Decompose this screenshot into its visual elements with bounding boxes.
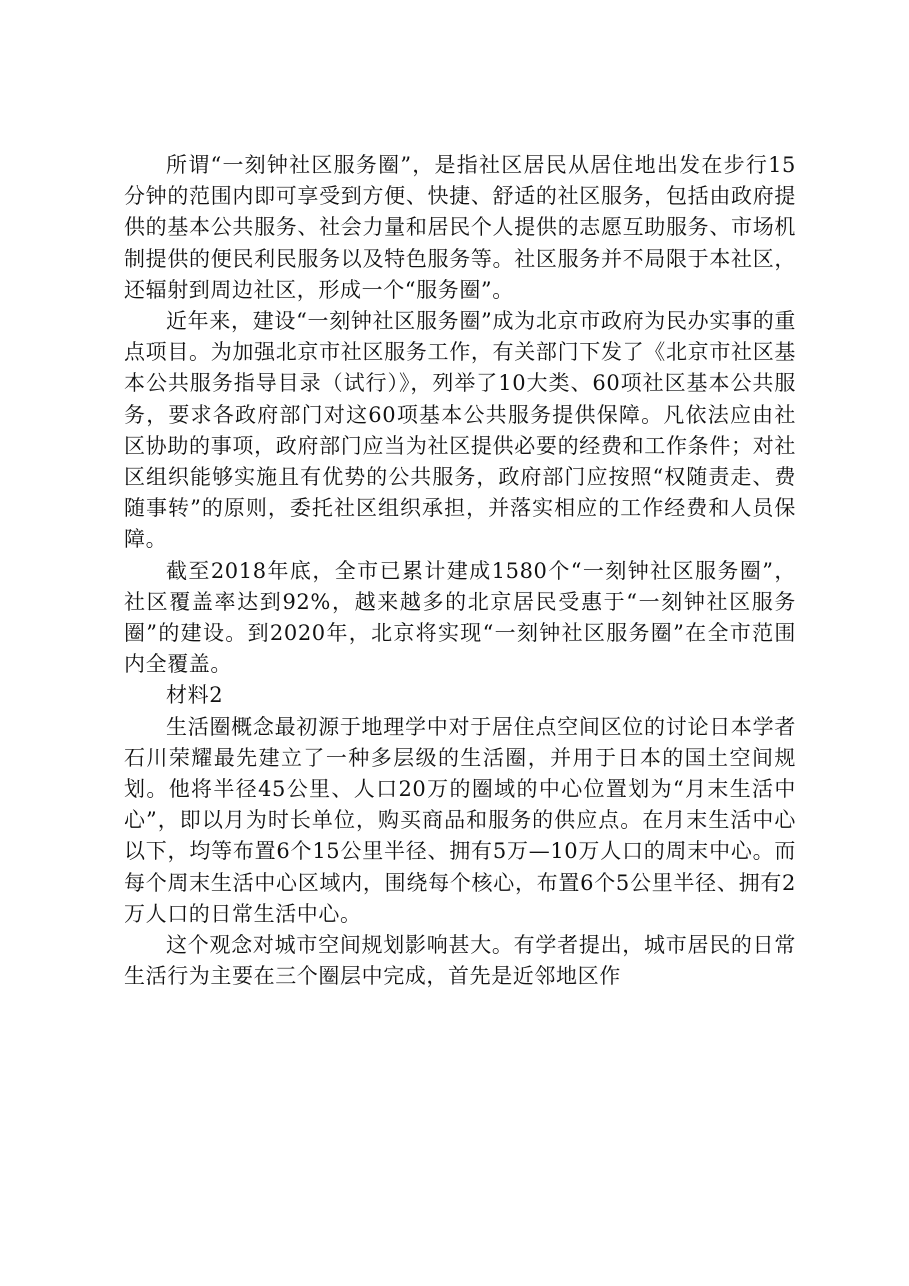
paragraph-coverage-statistics: 截至2018年底，全市已累计建成1580个“一刻钟社区服务圈”，社区覆盖率达到92%，越来越多的北京居民受惠于“一刻钟社区服务圈”的建设。到2020年，北京将实现“一刻钟社区服务圈”在全市范围内全覆盖。: [124, 558, 796, 677]
paragraph-service-circle-definition: 所谓“一刻钟社区服务圈”，是指社区居民从居住地出发在步行15分钟的范围内即可享受到方便、快捷、舒适的社区服务，包括由政府提供的基本公共服务、社会力量和居民个人提供的志愿互助服务、市场机制提供的便民利民服务以及特色服务等。社区服务并不局限于本社区，还辐射到周边社区，形成一个“服务圈”。: [124, 153, 796, 302]
material-heading: 材料2: [166, 683, 224, 708]
document-body: [124, 150, 796, 992]
paragraph-living-circle-concept: 生活圈概念最初源于地理学中对于居住点空间区位的讨论日本学者石川荣耀最先建立了一种多层级的生活圈，并用于日本的国土空间规划。他将半径45公里、人口20万的圈域的中心位置划为“月末生活中心”，即以月为时长单位，购买商品和服务的供应点。在月末生活中心以下，均等布置6个15公里半径、拥有5万—10万人口的周末中心。而每个周末生活中心区域内，围绕每个核心，布置6个5公里半径、拥有2万人口的日常生活中心。: [124, 714, 796, 926]
paragraph-beijing-government-project: 近年来，建设“一刻钟社区服务圈”成为北京市政府为民办实事的重点项目。为加强北京市社区服务工作，有关部门下发了《北京市社区基本公共服务指导目录（试行）》，列举了10大类、60项社区基本公共服务，要求各政府部门对这60项基本公共服务提供保障。凡依法应由社区协助的事项，政府部门应当为社区提供必要的经费和工作条件；对社区组织能够实施且有优势的公共服务，政府部门应按照“权随责走、费随事转”的原则，委托社区组织承担，并落实相应的工作经费和人员保障。: [124, 309, 796, 552]
paragraph-urban-planning-influence: 这个观念对城市空间规划影响甚大。有学者提出，城市居民的日常生活行为主要在三个圈层中完成，首先是近邻地区作: [124, 933, 796, 989]
